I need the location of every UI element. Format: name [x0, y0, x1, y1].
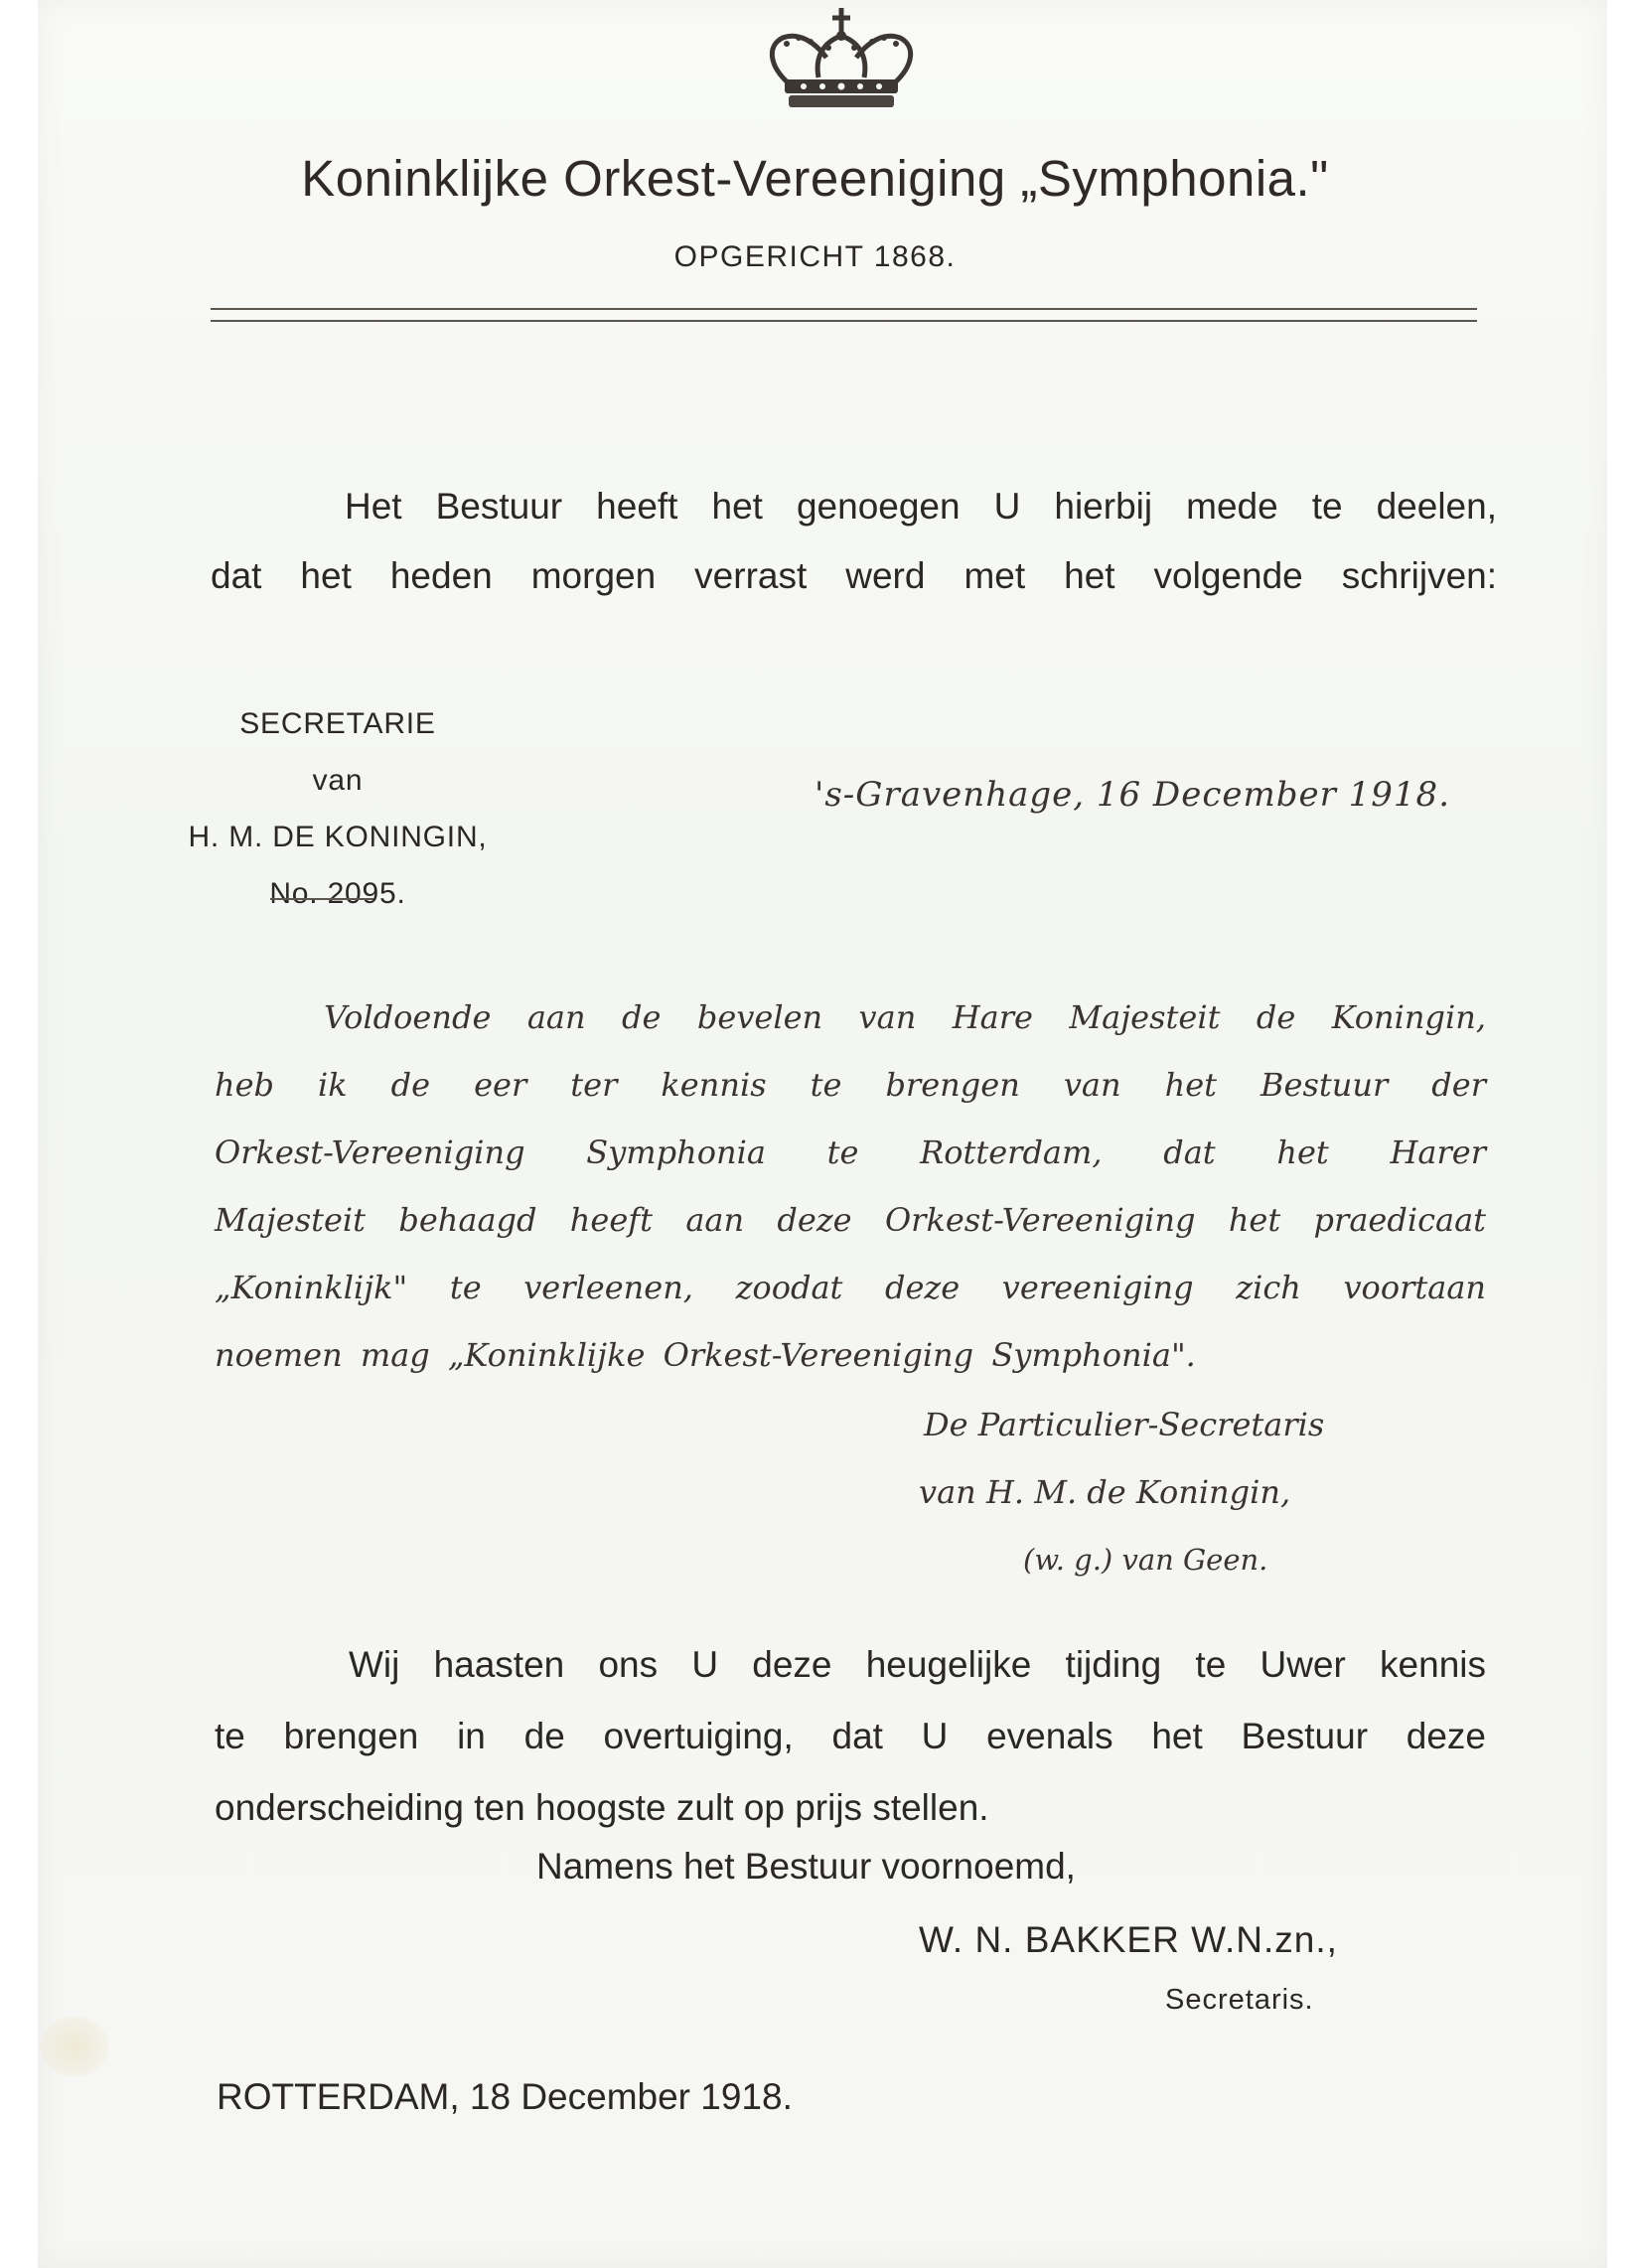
closing-paragraph	[215, 1629, 1486, 1844]
closing-regards: Namens het Bestuur voornoemd,	[536, 1846, 1076, 1887]
letter-line: Majesteit behaagd heeft aan deze Orkest-Vereeniging het praedicaat	[215, 1201, 1486, 1239]
letter-body	[215, 983, 1486, 1389]
founded-subtitle: OPGERICHT 1868.	[673, 240, 957, 273]
crown-icon	[759, 6, 924, 115]
letter-place-date: 's-Gravenhage, 16 December 1918.	[815, 775, 1450, 815]
signer-role: Secretaris.	[1165, 1984, 1314, 2016]
closing-line: te brengen in de overtuiging, dat U evenals het Bestuur deze	[215, 1716, 1486, 1756]
letter-signature-line: (w. g.) van Geen.	[1023, 1543, 1268, 1577]
letter-line: heb ik de eer ter kennis te brengen van het Bestuur der	[215, 1066, 1486, 1104]
letter-signature-line: van H. M. de Koningin,	[919, 1473, 1291, 1511]
sender-reference: No. 2095.	[269, 877, 406, 910]
letter-line: Voldoende aan de bevelen van Hare Majesteit de Koningin,	[324, 998, 1486, 1036]
sender-line: SECRETARIE	[239, 707, 436, 740]
sender-block	[70, 695, 606, 922]
header-double-rule	[211, 308, 1477, 322]
intro-paragraph	[211, 472, 1497, 611]
letter-line: noemen mag „Koninklijke Orkest-Vereeniging Symphonia".	[215, 1336, 1196, 1374]
paper-stain	[40, 2017, 109, 2076]
letter-signature-line: De Particulier-Secretaris	[924, 1406, 1325, 1443]
footer-place-date: ROTTERDAM, 18 December 1918.	[217, 2076, 793, 2117]
letter-line: Orkest-Vereeniging Symphonia te Rotterdam, dat het Harer	[215, 1134, 1486, 1171]
letter-line: „Koninklijk" te verleenen, zoodat deze vereeniging zich voortaan	[215, 1269, 1486, 1306]
page-title: Koninklijke Orkest-Vereeniging „Symphonia."	[301, 150, 1329, 207]
sender-divider	[270, 898, 373, 900]
sender-line: H. M. DE KONINGIN,	[188, 821, 488, 853]
intro-line-2: dat het heden morgen verrast werd met het volgende schrijven:	[211, 555, 1497, 596]
intro-line-1: Het Bestuur heeft het genoegen U hierbij mede te deelen,	[345, 486, 1497, 527]
closing-line: Wij haasten ons U deze heugelijke tijding te Uwer kennis	[349, 1644, 1486, 1685]
sender-line: van	[312, 764, 364, 797]
closing-line: onderscheiding ten hoogste zult op prijs stellen.	[215, 1787, 989, 1828]
signer-name: W. N. BAKKER W.N.zn.,	[919, 1919, 1338, 1960]
